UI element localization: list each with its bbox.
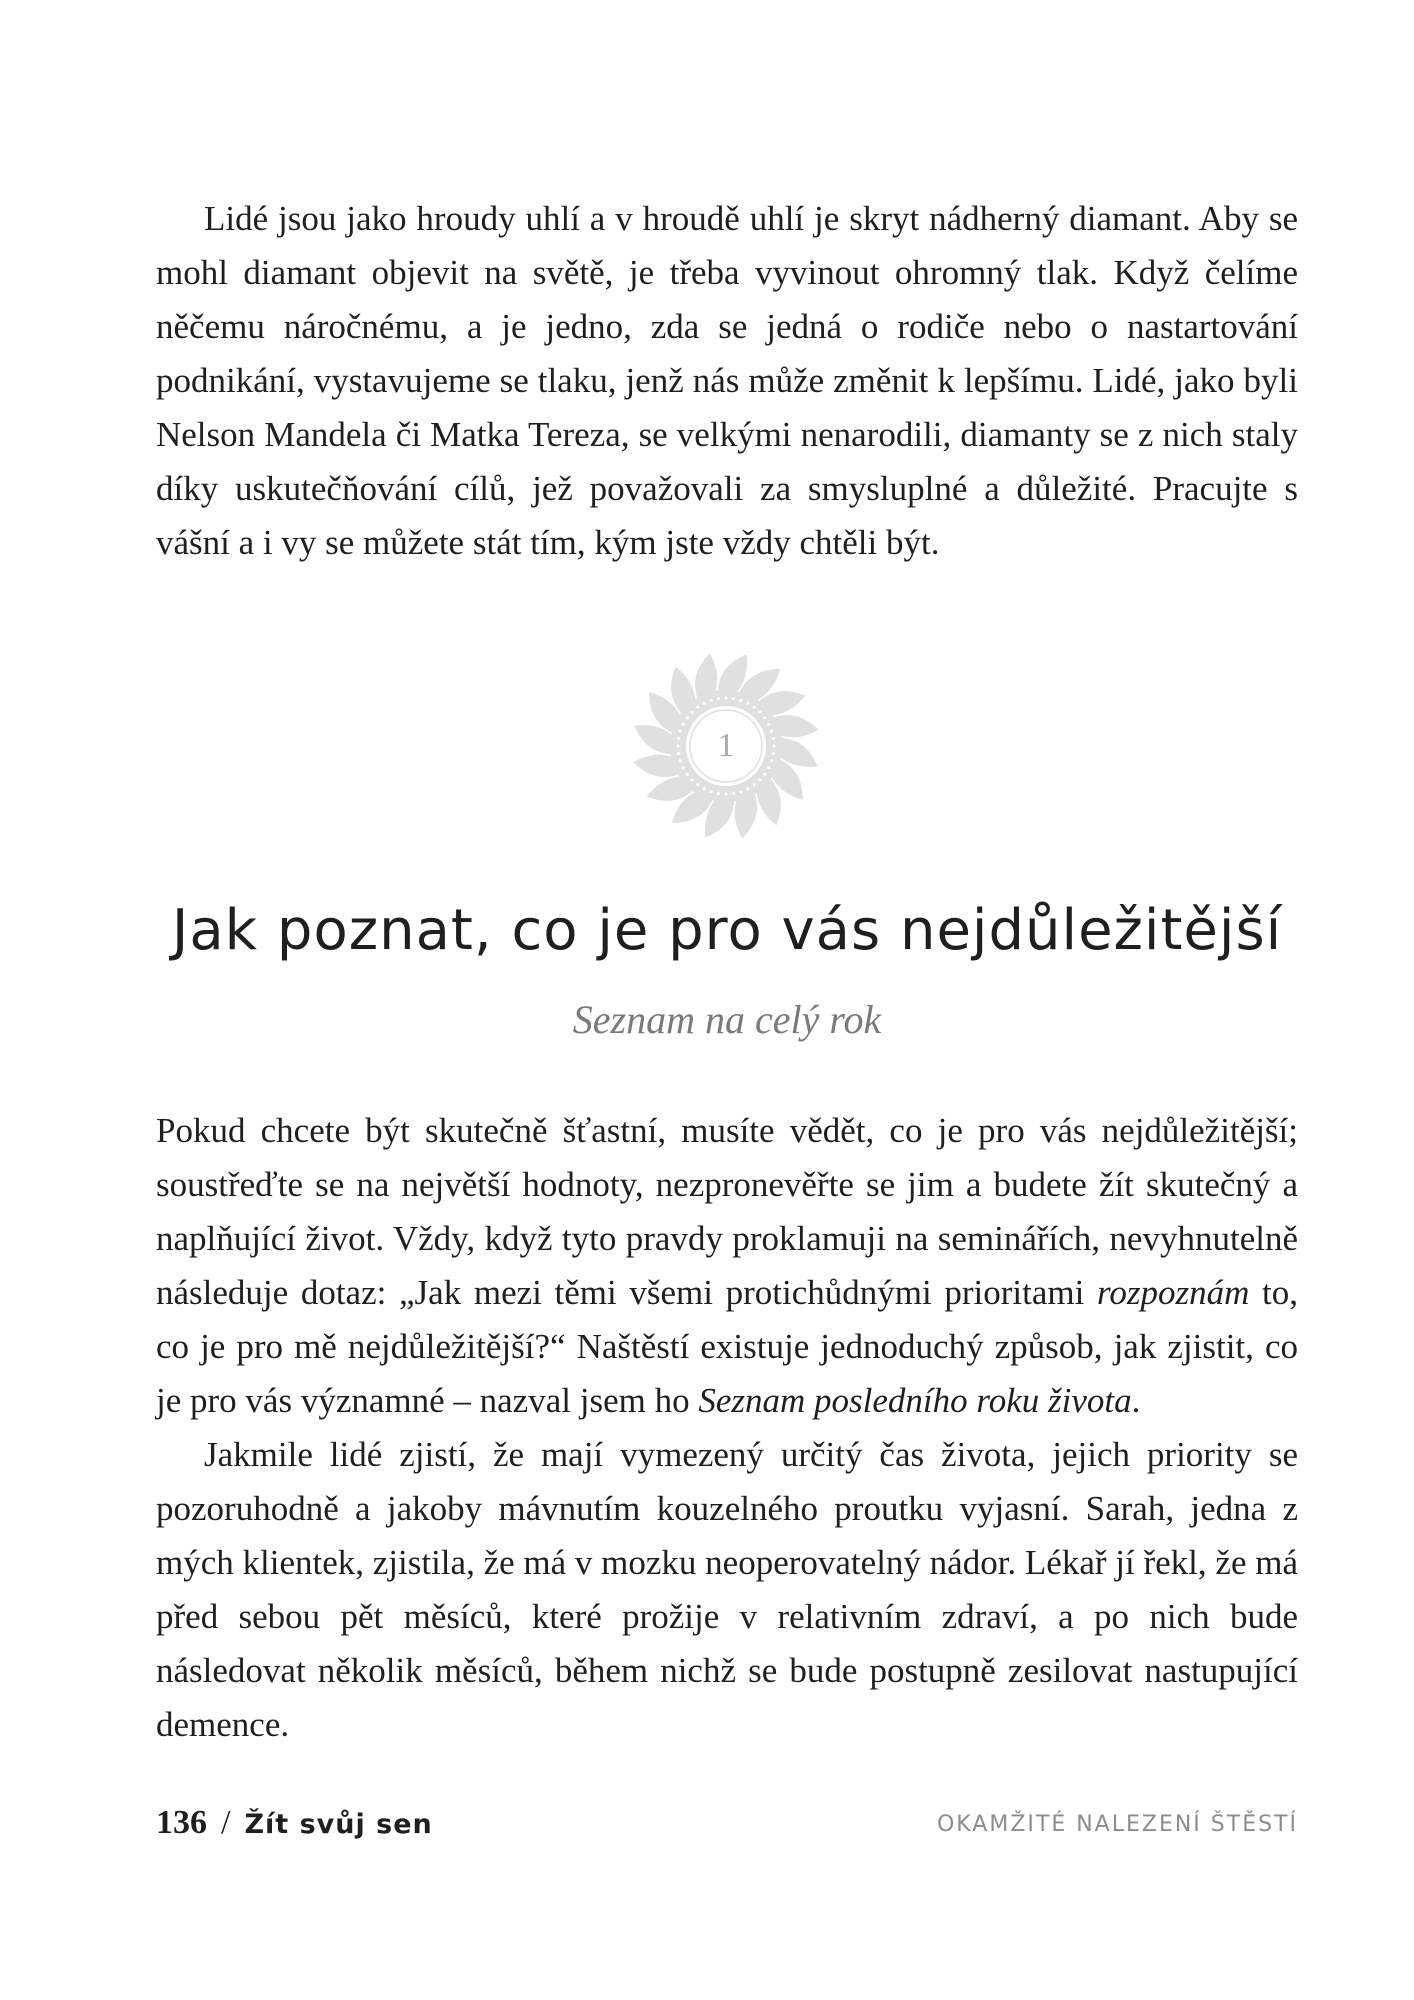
chapter-number: 1 — [717, 727, 735, 764]
chapter-title: Jak poznat, co je pro vás nejdůležitější — [171, 898, 1283, 963]
body-paragraph-2: Jakmile lidé zjistí, že mají vymezený určitý čas života, jejich priority se pozoruhodně a jakoby mávnutím kouzelného proutku vyjasní. Sarah, jedna z mých klientek, zjistila, že má v mozku neoperovatelný nádor. Lékař jí řekl, že má před sebou pět měsíců, které prožije v relativním zdraví, a po nich bude následovat několik měsíců, během nichž se bude postupně zesilovat nastupující demence. — [156, 1435, 1298, 1744]
page-number: 136 — [156, 1804, 207, 1841]
book-title: Žít svůj sen — [244, 1809, 433, 1840]
emphasis-text: rozpoznám — [1097, 1273, 1250, 1312]
body-paragraph-1 — [156, 1104, 1298, 1428]
chapter-emblem — [626, 646, 826, 846]
body-text-run: Pokud chcete být skutečně šťastní, musíte vědět, co je pro vás nejdůležitější; soustřeďte se na největší hodnoty, nezpronevěřte se jim a budete žít skutečný a naplňující život. Vždy, když tyto pravdy proklamuji na seminářích, nevyhnutelně následuje dotaz: „Jak mezi těmi všemi protichůdnými prioritami — [156, 1111, 1298, 1312]
chapter-subtitle: Seznam na celý rok — [572, 997, 882, 1042]
book-page — [156, 0, 1298, 2000]
emphasis-text: Seznam posledního roku života — [698, 1381, 1132, 1420]
body-text-run: . — [1131, 1381, 1141, 1420]
footer-left — [156, 1804, 433, 1842]
chapter-body — [156, 1104, 1298, 1752]
intro-paragraph: Lidé jsou jako hroudy uhlí a v hroudě uhlí je skryt nádherný diamant. Aby se mohl diamant objevit na světě, je třeba vyvinout ohromný tlak. Když čelíme něčemu náročnému, a je jedno, zda se jedná o rodiče nebo o nastartování podnikání, vystavujeme se tlaku, jenž nás může změnit k lepšímu. Lidé, jako byli Nelson Mandela či Matka Tereza, se velkými nenarodili, diamanty se z nich staly díky uskutečňování cílů, jež považovali za smysluplné a důležité. Pracujte s vášní a i vy se můžete stát tím, kým jste vždy chtěli být. — [156, 199, 1298, 562]
footer-separator: / — [221, 1804, 231, 1841]
section-title: OKAMŽITÉ NALEZENÍ ŠTĚSTÍ — [936, 1812, 1298, 1837]
page-footer — [156, 1804, 1298, 1854]
body-text-run: to, co je pro mě nejdůležitější?“ Naštěstí existuje jednoduchý způsob, jak zjistit, co je pro vás významné – nazval jsem ho — [156, 1273, 1298, 1420]
